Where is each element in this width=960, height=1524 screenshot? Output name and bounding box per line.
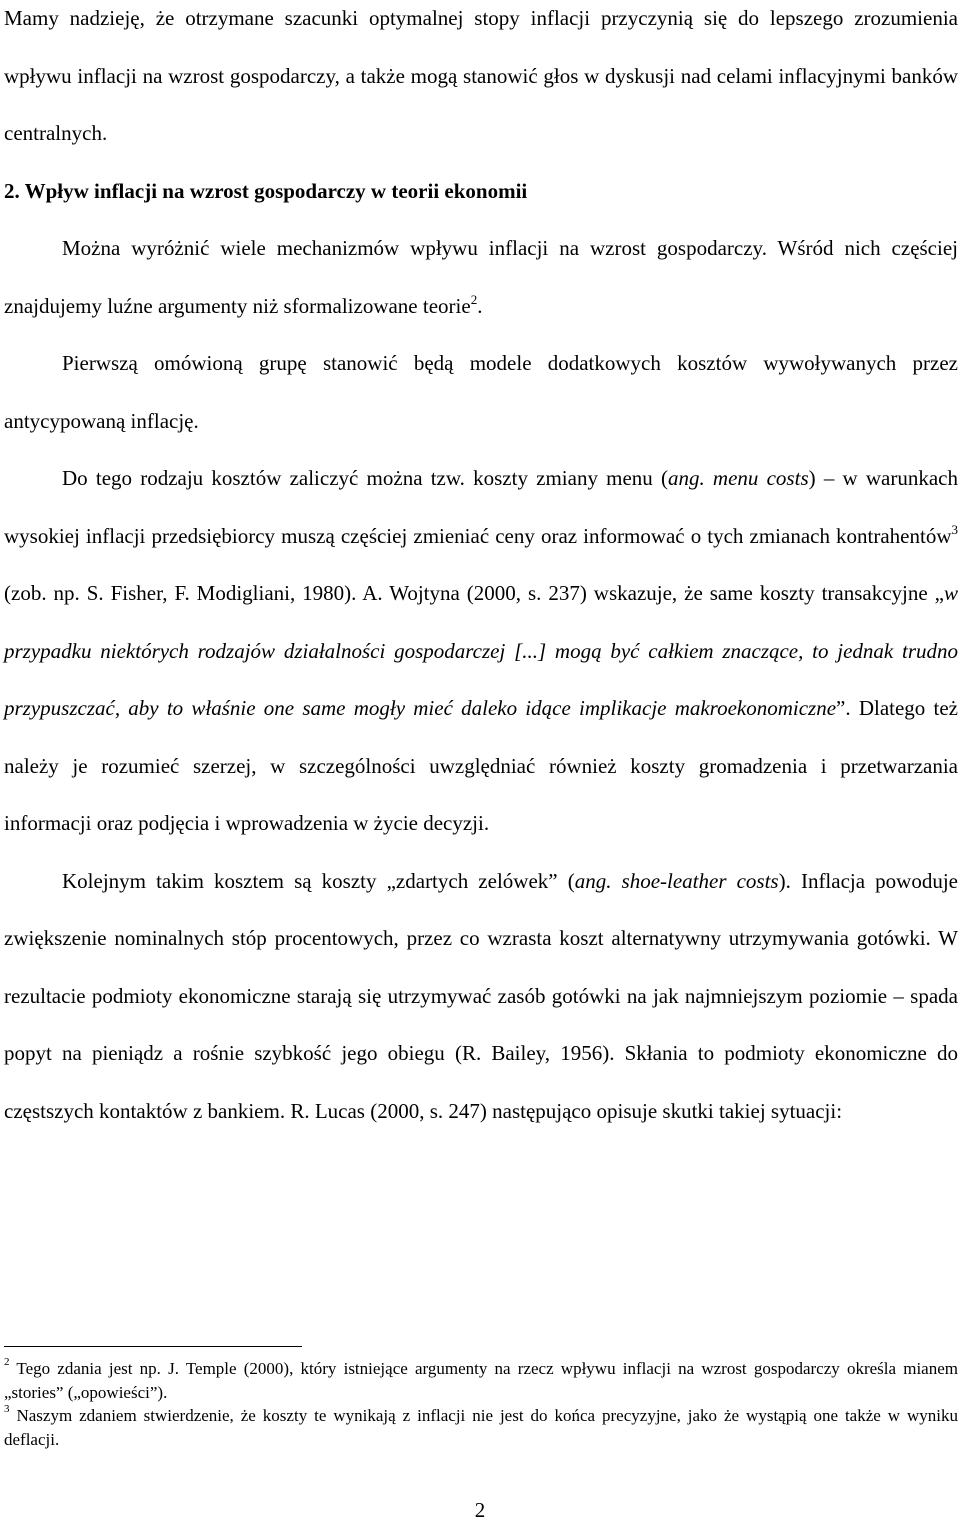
menu-costs-part1: Do tego rodzaju kosztów zaliczyć można tzw. koszty zmiany menu ( <box>62 466 668 490</box>
shoe-leather-part2: ). Inflacja powoduje zwiększenie nominalnych stóp procentowych, przez co wzrasta koszt alternatywny utrzymywania gotówki. W rezultacie podmioty ekonomiczne starają się utrzymywać zasób gotówki na jak najmniejszym poziomie – spada popyt na pieniądz a rośnie szybkość jego obiegu (R. Bailey, 1956). Skłania to podmioty ekonomiczne do częstszych kontaktów z bankiem. R. Lucas (2000, s. 247) następująco opisuje skutki takiej sytuacji: <box>4 868 958 1123</box>
section-number: 2. <box>4 178 20 203</box>
main-text <box>4 0 958 1140</box>
menu-costs-part4: ”. Dlatego też należy je rozumieć szerzej, w szczególności uwzględniać również koszty gromadzenia i przetwarzania informacji oraz podjęcia i wprowadzenia w życie decyzji. <box>4 696 958 835</box>
paragraph-intro-text: Mamy nadzieję, że otrzymane szacunki optymalnej stopy inflacji przyczynią się do lepszego zrozumienia wpływu inflacji na wzrost gospodarczy, a także mogą stanowić głos w dyskusji nad celami inflacyjnymi banków centralnych. <box>4 6 958 145</box>
section-heading <box>4 163 958 221</box>
footnote-3-number: 3 <box>4 1403 10 1416</box>
paragraph-mechanisms-text: Można wyróżnić wiele mechanizmów wpływu inflacji na wzrost gospodarczy. Wśród nich częściej znajdujemy luźne argumenty niż sformalizowane teorie <box>4 236 958 318</box>
section-title: Wpływ inflacji na wzrost gospodarczy w teorii ekonomii <box>24 178 528 203</box>
paragraph-mechanisms <box>4 220 958 335</box>
footnotes <box>4 1357 958 1451</box>
paragraph-intro <box>4 0 958 163</box>
menu-costs-quote: w przypadku niektórych rodzajów działalności gospodarczej [...] mogą być całkiem znaczące, to jednak trudno przypuszczać, aby to właśnie one same mogły mieć daleko idące implikacje makroekonomiczne <box>4 581 958 720</box>
footnote-3 <box>4 1404 958 1451</box>
paragraph-mechanisms-end: . <box>477 293 483 318</box>
page-number: 2 <box>474 1498 486 1522</box>
paragraph-shoe-leather <box>4 853 958 1141</box>
shoe-leather-part1: Kolejnym takim kosztem są koszty „zdartych zelówek” ( <box>62 868 575 893</box>
footnote-2-text: Tego zdania jest np. J. Temple (2000), który istniejące argumenty na rzecz wpływu inflacji na wzrost gospodarczy określa mianem „stories” („opowieści”). <box>4 1359 958 1402</box>
footnote-3-text: Naszym zdaniem stwierdzenie, że koszty te wynikają z inflacji nie jest do końca precyzyjne, jako że wystąpią one także w wyniku deflacji. <box>4 1406 958 1449</box>
footnote-separator <box>4 1346 302 1347</box>
menu-costs-part3: (zob. np. S. Fisher, F. Modigliani, 1980). A. Wojtyna (2000, s. 237) wskazuje, że same koszty transakcyjne „ <box>4 581 944 605</box>
paragraph-first-group <box>4 335 958 450</box>
footnote-2-number: 2 <box>4 1356 10 1369</box>
paragraph-menu-costs <box>4 450 958 853</box>
shoe-leather-term: ang. shoe-leather costs <box>574 868 779 893</box>
footnote-2 <box>4 1357 958 1404</box>
paragraph-first-group-text: Pierwszą omówioną grupę stanowić będą modele dodatkowych kosztów wywoływanych przez antycypowaną inflację. <box>4 351 958 433</box>
footnote-ref-2[interactable]: 2 <box>470 291 478 307</box>
menu-costs-term: ang. menu costs <box>667 466 809 490</box>
menu-costs-part2: ) – w warunkach wysokiej inflacji przedsiębiorcy muszą częściej zmieniać ceny oraz informować o tych zmianach kontrahentów <box>4 466 958 548</box>
footnote-ref-3[interactable]: 3 <box>951 521 958 537</box>
